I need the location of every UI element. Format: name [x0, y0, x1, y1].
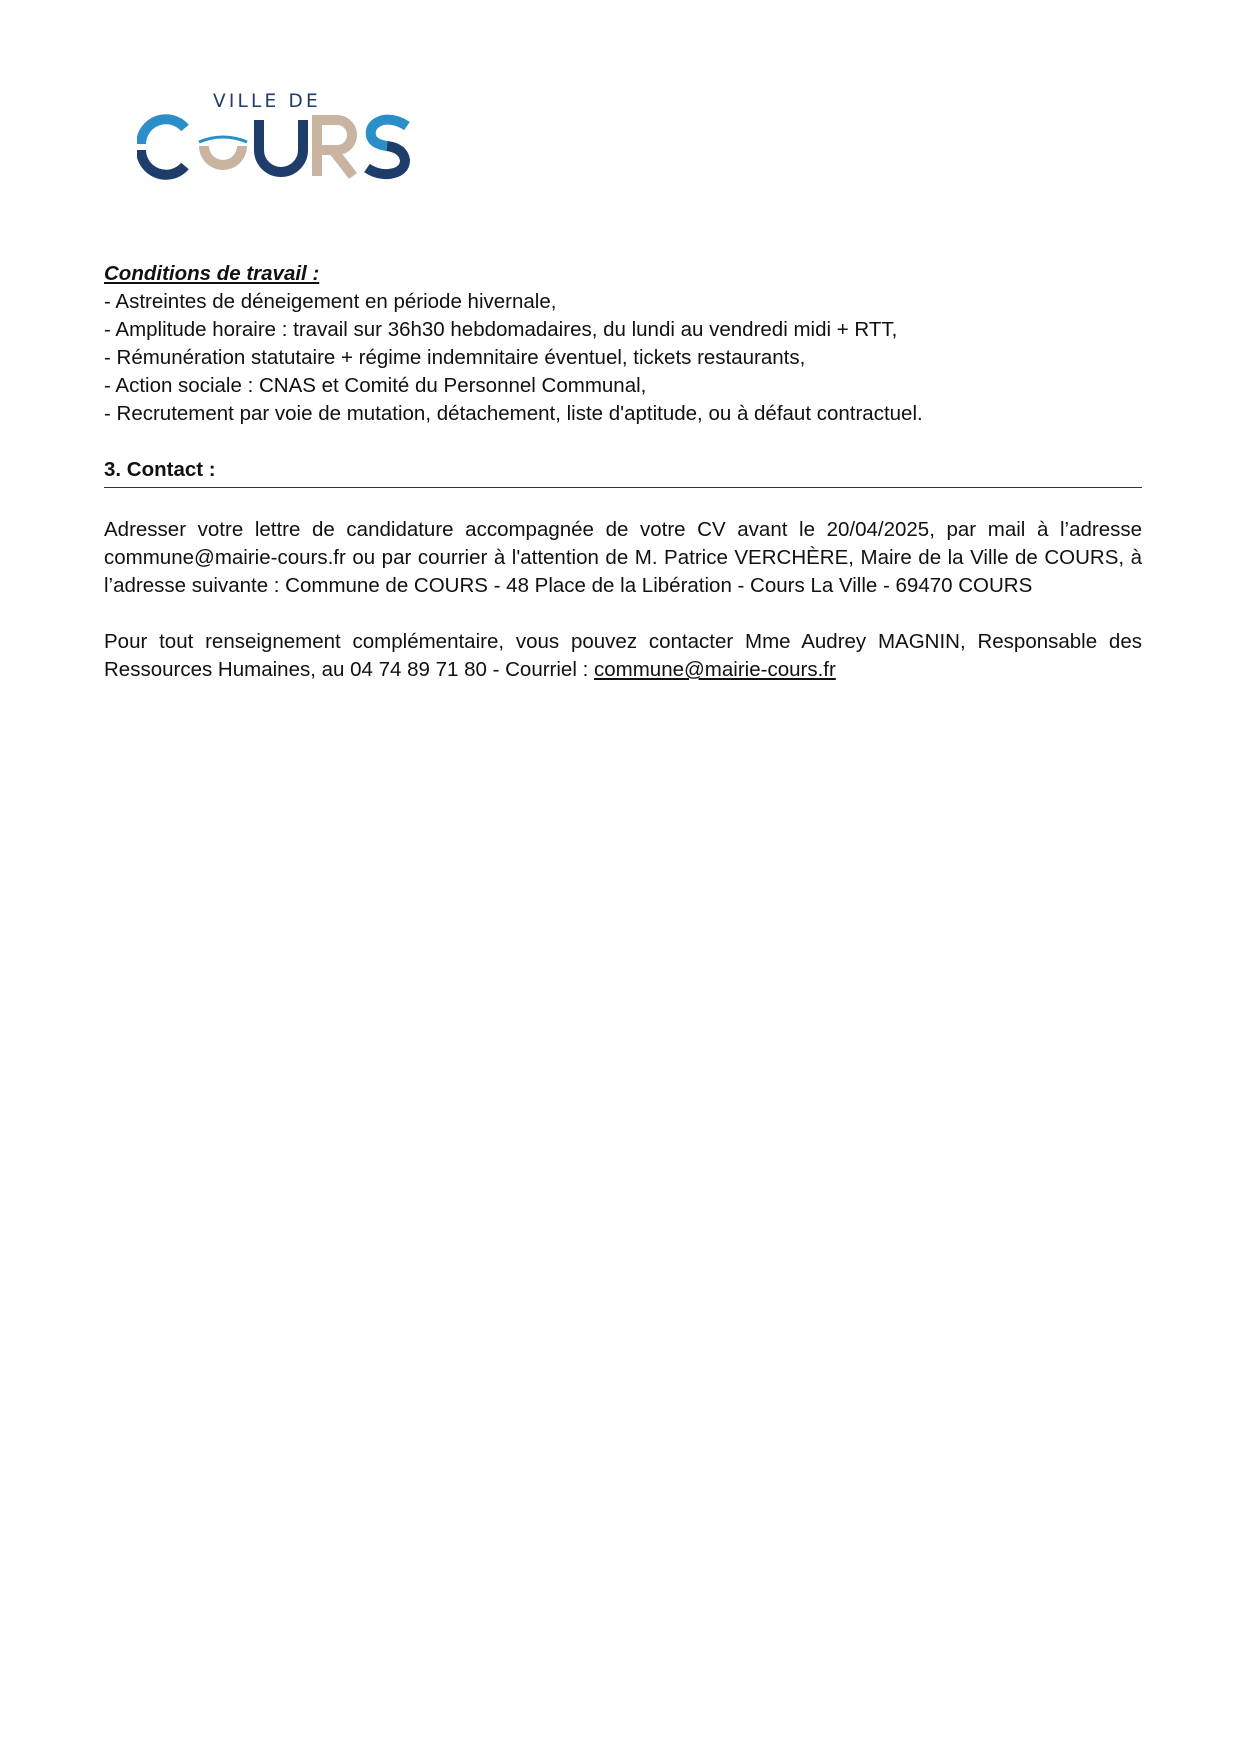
list-item: - Amplitude horaire : travail sur 36h30 hebdomadaires, du lundi au vendredi midi + RTT,: [104, 318, 898, 341]
conditions-title: Conditions de travail :: [104, 262, 320, 285]
conditions-list: [104, 288, 1142, 428]
paragraph-text: Ressources Humaines, au 04 74 89 71 80 - Courriel :: [104, 658, 594, 681]
ville-de-cours-logo: [137, 88, 427, 183]
document-body: [104, 260, 1142, 684]
list-item: - Astreintes de déneigement en période hivernale,: [104, 290, 557, 313]
list-item: - Action sociale : CNAS et Comité du Personnel Communal,: [104, 374, 647, 397]
information-paragraph: [104, 628, 1142, 684]
paragraph-line: commune@mairie-cours.fr ou par courrier à l'attention de M. Patrice VERCHÈRE, Maire de la Ville de COURS, à: [104, 546, 1142, 569]
paragraph-line: l’adresse suivante : Commune de COURS - 48 Place de la Libération - Cours La Ville - 69470 COURS: [104, 574, 1033, 597]
paragraph-line: Pour tout renseignement complémentaire, vous pouvez contacter Mme Audrey MAGNIN, Responsable des: [104, 630, 1142, 653]
email-link[interactable]: commune@mairie-cours.fr: [593, 658, 836, 681]
logo-ville-de-text: VILLE DE: [213, 91, 321, 112]
list-item: - Recrutement par voie de mutation, détachement, liste d'aptitude, ou à défaut contractuel.: [104, 402, 923, 425]
paragraph-line: Adresser votre lettre de candidature accompagnée de votre CV avant le 20/04/2025, par mail à l’adresse: [104, 518, 1142, 541]
logo-cours-wordmark: [137, 114, 427, 180]
paragraph-line: [104, 656, 1142, 684]
contact-title: 3. Contact :: [104, 456, 1142, 488]
list-item: - Rémunération statutaire + régime indemnitaire éventuel, tickets restaurants,: [104, 346, 806, 369]
application-paragraph: [104, 516, 1142, 600]
